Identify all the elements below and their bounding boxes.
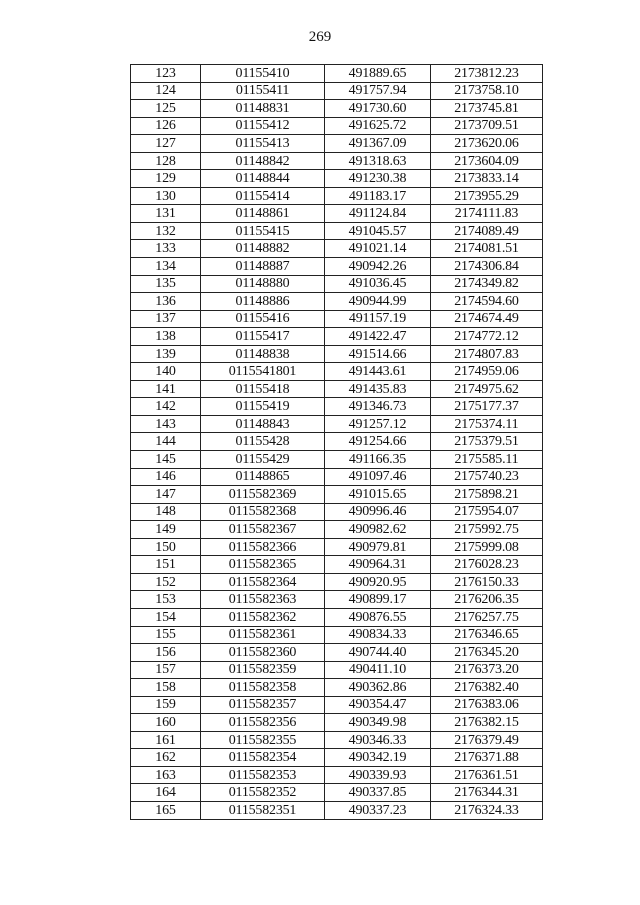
point-id-cell: 0115582359 [201, 661, 325, 679]
y-coordinate-cell: 2175992.75 [431, 521, 543, 539]
point-id-cell: 0115582368 [201, 503, 325, 521]
table-row [131, 152, 543, 170]
point-id-cell: 01148844 [201, 170, 325, 188]
x-coordinate-cell: 490349.98 [325, 714, 431, 732]
x-coordinate-cell: 491422.47 [325, 328, 431, 346]
y-coordinate-cell: 2175177.37 [431, 398, 543, 416]
point-number-cell: 135 [131, 275, 201, 293]
point-id-cell: 0115582353 [201, 766, 325, 784]
x-coordinate-cell: 491045.57 [325, 222, 431, 240]
point-number-cell: 133 [131, 240, 201, 258]
y-coordinate-cell: 2174959.06 [431, 363, 543, 381]
table-row [131, 363, 543, 381]
y-coordinate-cell: 2174111.83 [431, 205, 543, 223]
x-coordinate-cell: 491036.45 [325, 275, 431, 293]
point-id-cell: 0115582366 [201, 538, 325, 556]
point-number-cell: 164 [131, 784, 201, 802]
table-row [131, 222, 543, 240]
table-row [131, 433, 543, 451]
y-coordinate-cell: 2176257.75 [431, 608, 543, 626]
point-id-cell: 0115582352 [201, 784, 325, 802]
x-coordinate-cell: 491183.17 [325, 187, 431, 205]
point-number-cell: 143 [131, 415, 201, 433]
x-coordinate-cell: 490964.31 [325, 556, 431, 574]
x-coordinate-cell: 491730.60 [325, 100, 431, 118]
y-coordinate-cell: 2175740.23 [431, 468, 543, 486]
y-coordinate-cell: 2173758.10 [431, 82, 543, 100]
point-number-cell: 149 [131, 521, 201, 539]
point-number-cell: 123 [131, 65, 201, 83]
point-id-cell: 0115582351 [201, 801, 325, 819]
point-id-cell: 01155414 [201, 187, 325, 205]
table-row [131, 784, 543, 802]
table-row [131, 503, 543, 521]
x-coordinate-cell: 490362.86 [325, 679, 431, 697]
x-coordinate-cell: 490337.85 [325, 784, 431, 802]
table-row [131, 661, 543, 679]
y-coordinate-cell: 2175374.11 [431, 415, 543, 433]
point-id-cell: 0115582358 [201, 679, 325, 697]
y-coordinate-cell: 2174089.49 [431, 222, 543, 240]
point-id-cell: 0115541801 [201, 363, 325, 381]
point-number-cell: 159 [131, 696, 201, 714]
y-coordinate-cell: 2176379.49 [431, 731, 543, 749]
y-coordinate-cell: 2174772.12 [431, 328, 543, 346]
x-coordinate-cell: 490337.23 [325, 801, 431, 819]
x-coordinate-cell: 491625.72 [325, 117, 431, 135]
table-row [131, 556, 543, 574]
point-number-cell: 146 [131, 468, 201, 486]
y-coordinate-cell: 2173745.81 [431, 100, 543, 118]
x-coordinate-cell: 491757.94 [325, 82, 431, 100]
table-row [131, 415, 543, 433]
y-coordinate-cell: 2174349.82 [431, 275, 543, 293]
point-id-cell: 01148880 [201, 275, 325, 293]
table-row [131, 468, 543, 486]
y-coordinate-cell: 2174975.62 [431, 380, 543, 398]
table-row [131, 714, 543, 732]
point-number-cell: 152 [131, 573, 201, 591]
point-id-cell: 01155413 [201, 135, 325, 153]
table-row [131, 573, 543, 591]
point-id-cell: 01155428 [201, 433, 325, 451]
point-number-cell: 155 [131, 626, 201, 644]
y-coordinate-cell: 2176373.20 [431, 661, 543, 679]
x-coordinate-cell: 490834.33 [325, 626, 431, 644]
y-coordinate-cell: 2176028.23 [431, 556, 543, 574]
table-row [131, 749, 543, 767]
point-number-cell: 158 [131, 679, 201, 697]
x-coordinate-cell: 490411.10 [325, 661, 431, 679]
point-id-cell: 01155429 [201, 451, 325, 469]
page-number: 269 [308, 29, 332, 45]
table-row [131, 626, 543, 644]
point-id-cell: 01155415 [201, 222, 325, 240]
table-row [131, 293, 543, 311]
point-number-cell: 140 [131, 363, 201, 381]
table-row [131, 486, 543, 504]
table-row [131, 117, 543, 135]
table-row [131, 135, 543, 153]
point-number-cell: 142 [131, 398, 201, 416]
point-number-cell: 154 [131, 608, 201, 626]
y-coordinate-cell: 2176150.33 [431, 573, 543, 591]
y-coordinate-cell: 2175379.51 [431, 433, 543, 451]
y-coordinate-cell: 2174594.60 [431, 293, 543, 311]
x-coordinate-cell: 491435.83 [325, 380, 431, 398]
point-number-cell: 151 [131, 556, 201, 574]
y-coordinate-cell: 2176383.06 [431, 696, 543, 714]
point-number-cell: 128 [131, 152, 201, 170]
x-coordinate-cell: 490944.99 [325, 293, 431, 311]
point-number-cell: 148 [131, 503, 201, 521]
table-row [131, 451, 543, 469]
point-number-cell: 160 [131, 714, 201, 732]
x-coordinate-cell: 491230.38 [325, 170, 431, 188]
point-id-cell: 01148865 [201, 468, 325, 486]
y-coordinate-cell: 2173620.06 [431, 135, 543, 153]
table-row [131, 766, 543, 784]
point-number-cell: 138 [131, 328, 201, 346]
point-number-cell: 150 [131, 538, 201, 556]
x-coordinate-cell: 491157.19 [325, 310, 431, 328]
x-coordinate-cell: 491124.84 [325, 205, 431, 223]
point-id-cell: 0115582361 [201, 626, 325, 644]
point-id-cell: 01148882 [201, 240, 325, 258]
point-number-cell: 134 [131, 258, 201, 276]
point-number-cell: 141 [131, 380, 201, 398]
y-coordinate-cell: 2173812.23 [431, 65, 543, 83]
point-id-cell: 01148861 [201, 205, 325, 223]
table-row [131, 696, 543, 714]
point-id-cell: 0115582367 [201, 521, 325, 539]
point-id-cell: 01148887 [201, 258, 325, 276]
point-number-cell: 162 [131, 749, 201, 767]
x-coordinate-cell: 491015.65 [325, 486, 431, 504]
y-coordinate-cell: 2173955.29 [431, 187, 543, 205]
point-number-cell: 163 [131, 766, 201, 784]
point-id-cell: 01148843 [201, 415, 325, 433]
point-number-cell: 137 [131, 310, 201, 328]
x-coordinate-cell: 490920.95 [325, 573, 431, 591]
point-id-cell: 01155412 [201, 117, 325, 135]
table-row [131, 679, 543, 697]
x-coordinate-cell: 491166.35 [325, 451, 431, 469]
x-coordinate-cell: 490982.62 [325, 521, 431, 539]
y-coordinate-cell: 2173709.51 [431, 117, 543, 135]
x-coordinate-cell: 490876.55 [325, 608, 431, 626]
table-row [131, 328, 543, 346]
x-coordinate-cell: 490342.19 [325, 749, 431, 767]
x-coordinate-cell: 490899.17 [325, 591, 431, 609]
x-coordinate-cell: 491254.66 [325, 433, 431, 451]
point-number-cell: 147 [131, 486, 201, 504]
table-row [131, 345, 543, 363]
y-coordinate-cell: 2176206.35 [431, 591, 543, 609]
x-coordinate-cell: 491443.61 [325, 363, 431, 381]
table-row [131, 205, 543, 223]
x-coordinate-cell: 491021.14 [325, 240, 431, 258]
x-coordinate-cell: 491318.63 [325, 152, 431, 170]
y-coordinate-cell: 2175999.08 [431, 538, 543, 556]
y-coordinate-cell: 2176324.33 [431, 801, 543, 819]
y-coordinate-cell: 2174306.84 [431, 258, 543, 276]
y-coordinate-cell: 2175585.11 [431, 451, 543, 469]
point-id-cell: 0115582362 [201, 608, 325, 626]
table-body [131, 65, 543, 820]
x-coordinate-cell: 491367.09 [325, 135, 431, 153]
table-row [131, 398, 543, 416]
point-id-cell: 01148831 [201, 100, 325, 118]
x-coordinate-cell: 491097.46 [325, 468, 431, 486]
point-number-cell: 153 [131, 591, 201, 609]
y-coordinate-cell: 2176346.65 [431, 626, 543, 644]
x-coordinate-cell: 490346.33 [325, 731, 431, 749]
table-row [131, 170, 543, 188]
point-id-cell: 0115582354 [201, 749, 325, 767]
y-coordinate-cell: 2174807.83 [431, 345, 543, 363]
point-number-cell: 131 [131, 205, 201, 223]
table-row [131, 310, 543, 328]
point-id-cell: 01155417 [201, 328, 325, 346]
table-row [131, 258, 543, 276]
table-row [131, 82, 543, 100]
table-row [131, 591, 543, 609]
point-number-cell: 129 [131, 170, 201, 188]
y-coordinate-cell: 2174674.49 [431, 310, 543, 328]
table-row [131, 380, 543, 398]
x-coordinate-cell: 490979.81 [325, 538, 431, 556]
table-row [131, 521, 543, 539]
point-id-cell: 01155416 [201, 310, 325, 328]
y-coordinate-cell: 2175954.07 [431, 503, 543, 521]
y-coordinate-cell: 2176361.51 [431, 766, 543, 784]
point-id-cell: 01148886 [201, 293, 325, 311]
table-row [131, 65, 543, 83]
point-number-cell: 132 [131, 222, 201, 240]
point-number-cell: 145 [131, 451, 201, 469]
y-coordinate-cell: 2175898.21 [431, 486, 543, 504]
point-number-cell: 161 [131, 731, 201, 749]
point-number-cell: 139 [131, 345, 201, 363]
table-row [131, 538, 543, 556]
table-row [131, 240, 543, 258]
point-number-cell: 165 [131, 801, 201, 819]
point-id-cell: 0115582364 [201, 573, 325, 591]
table-row [131, 801, 543, 819]
point-id-cell: 0115582357 [201, 696, 325, 714]
y-coordinate-cell: 2173833.14 [431, 170, 543, 188]
point-number-cell: 127 [131, 135, 201, 153]
point-id-cell: 01148838 [201, 345, 325, 363]
x-coordinate-cell: 491889.65 [325, 65, 431, 83]
x-coordinate-cell: 490996.46 [325, 503, 431, 521]
point-id-cell: 0115582369 [201, 486, 325, 504]
x-coordinate-cell: 490339.93 [325, 766, 431, 784]
x-coordinate-cell: 490354.47 [325, 696, 431, 714]
x-coordinate-cell: 490942.26 [325, 258, 431, 276]
point-number-cell: 144 [131, 433, 201, 451]
table-row [131, 644, 543, 662]
table-row [131, 100, 543, 118]
point-number-cell: 136 [131, 293, 201, 311]
point-id-cell: 0115582365 [201, 556, 325, 574]
point-number-cell: 125 [131, 100, 201, 118]
y-coordinate-cell: 2176371.88 [431, 749, 543, 767]
point-number-cell: 126 [131, 117, 201, 135]
coordinates-table [130, 64, 543, 820]
y-coordinate-cell: 2173604.09 [431, 152, 543, 170]
point-id-cell: 0115582363 [201, 591, 325, 609]
point-id-cell: 01155419 [201, 398, 325, 416]
point-id-cell: 0115582360 [201, 644, 325, 662]
x-coordinate-cell: 490744.40 [325, 644, 431, 662]
point-number-cell: 156 [131, 644, 201, 662]
table-row [131, 608, 543, 626]
y-coordinate-cell: 2176345.20 [431, 644, 543, 662]
point-id-cell: 0115582356 [201, 714, 325, 732]
x-coordinate-cell: 491346.73 [325, 398, 431, 416]
x-coordinate-cell: 491257.12 [325, 415, 431, 433]
point-id-cell: 01148842 [201, 152, 325, 170]
table-row [131, 275, 543, 293]
point-number-cell: 130 [131, 187, 201, 205]
point-id-cell: 0115582355 [201, 731, 325, 749]
y-coordinate-cell: 2176382.40 [431, 679, 543, 697]
point-id-cell: 01155418 [201, 380, 325, 398]
point-id-cell: 01155410 [201, 65, 325, 83]
table-row [131, 187, 543, 205]
point-number-cell: 157 [131, 661, 201, 679]
y-coordinate-cell: 2176382.15 [431, 714, 543, 732]
point-number-cell: 124 [131, 82, 201, 100]
point-id-cell: 01155411 [201, 82, 325, 100]
x-coordinate-cell: 491514.66 [325, 345, 431, 363]
y-coordinate-cell: 2176344.31 [431, 784, 543, 802]
table-row [131, 731, 543, 749]
y-coordinate-cell: 2174081.51 [431, 240, 543, 258]
